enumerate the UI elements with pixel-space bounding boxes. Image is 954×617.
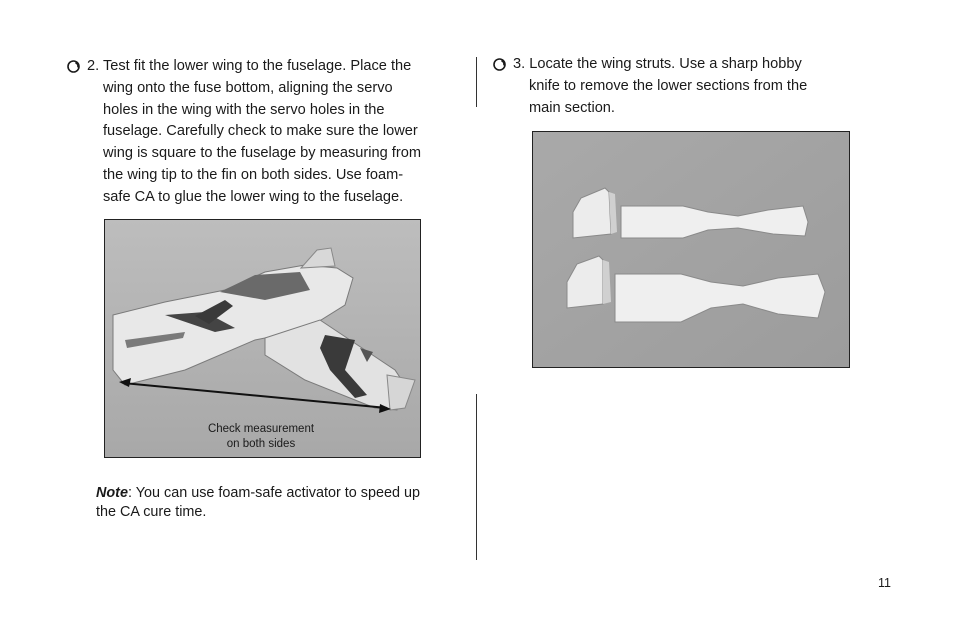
step-2-line: wing is square to the fuselage by measuring from <box>103 145 421 162</box>
wing-struts-illustration <box>533 132 849 367</box>
caption-line: Check measurement <box>207 423 315 435</box>
step-3-line: knife to remove the lower sections from the <box>529 77 808 94</box>
step-3-line: main section. <box>529 99 615 116</box>
column-divider-bottom <box>476 394 477 560</box>
step-3-instructions <box>493 54 833 119</box>
step-2-instructions <box>67 56 437 209</box>
step-2-line: holes in the wing with the servo holes in the <box>103 101 385 118</box>
step-2-line: fuselage. Carefully check to make sure the lower <box>103 123 418 140</box>
photo-wing-struts <box>532 131 850 368</box>
step-2-line: safe CA to glue the lower wing to the fuselage. <box>103 188 404 205</box>
checkbox-circle-icon <box>493 58 506 71</box>
note-paragraph <box>96 484 426 521</box>
step-2-line: 2. Test fit the lower wing to the fuselage. Place the <box>87 58 412 74</box>
note-label: Note <box>96 485 128 501</box>
photo-caption <box>201 422 321 452</box>
caption-line: on both sides <box>226 438 296 450</box>
step-2-line: wing onto the fuse bottom, aligning the servo <box>103 79 393 96</box>
checkbox-circle-icon <box>67 60 80 73</box>
column-divider-top <box>476 57 477 107</box>
step-2-line: the wing tip to the fin on both sides. Use foam- <box>103 166 404 183</box>
note-text: : You can use foam-safe activator to speed up the CA cure time. <box>96 485 420 520</box>
step-3-line: 3. Locate the wing struts. Use a sharp hobby <box>513 56 802 72</box>
photo-wing-on-fuselage <box>104 219 421 458</box>
page-number: 11 <box>878 576 891 590</box>
